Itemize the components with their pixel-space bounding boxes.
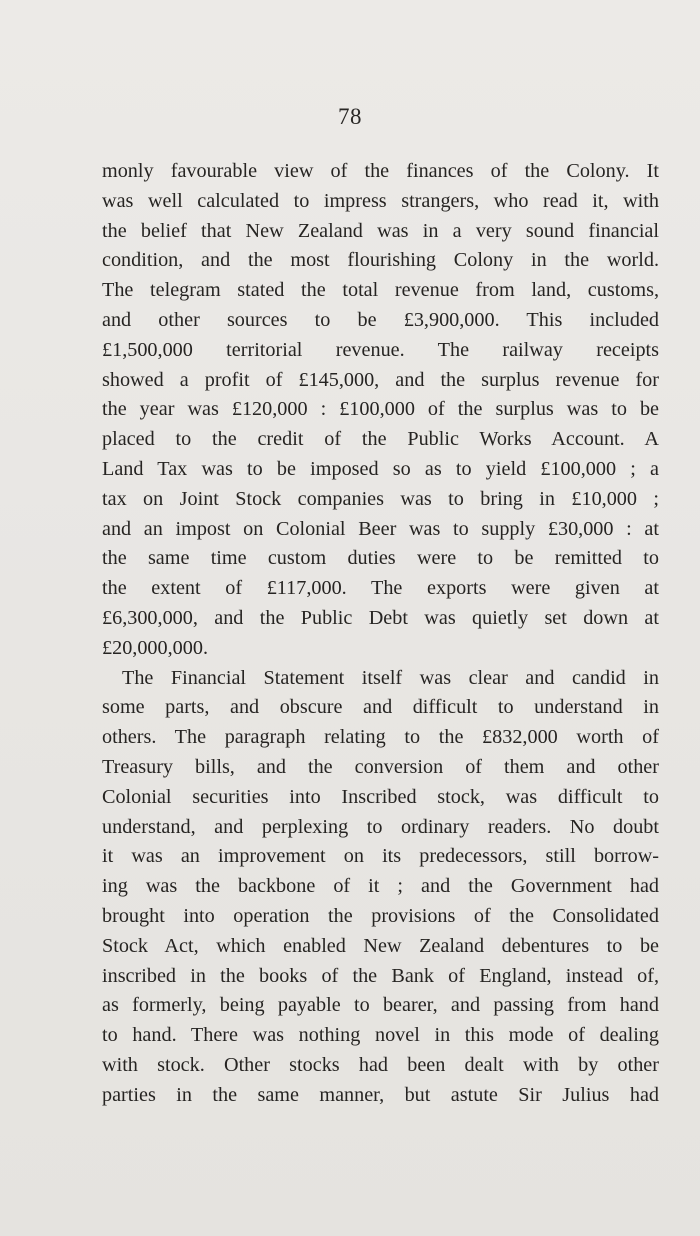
text-line: £6,300,000, and the Public Debt was quietly set down at	[102, 606, 659, 629]
page-number: 78	[338, 104, 362, 129]
text-line: Stock Act, which enabled New Zealand debentures to be	[102, 934, 659, 957]
text-line: brought into operation the provisions of the Consolidated	[102, 904, 659, 927]
text-line: inscribed in the books of the Bank of England, instead of,	[102, 964, 659, 987]
text-line: parties in the same manner, but astute Sir Julius had	[102, 1083, 659, 1106]
text-line: understand, and perplexing to ordinary readers. No doubt	[102, 815, 659, 838]
text-line: with stock. Other stocks had been dealt with by other	[102, 1053, 659, 1076]
text-line: The telegram stated the total revenue from land, customs,	[102, 279, 659, 302]
body-text	[102, 157, 659, 1111]
text-line: to hand. There was nothing novel in this mode of dealing	[102, 1024, 659, 1047]
text-line: the extent of £117,000. The exports were given at	[102, 577, 659, 600]
text-line: Land Tax was to be imposed so as to yield £100,000 ; a	[102, 457, 659, 480]
text-line: ing was the backbone of it ; and the Government had	[102, 875, 659, 898]
text-line: placed to the credit of the Public Works Account. A	[102, 428, 659, 451]
text-line: Colonial securities into Inscribed stock, was difficult to	[102, 785, 659, 808]
text-line: Treasury bills, and the conversion of them and other	[102, 755, 659, 778]
text-line: was well calculated to impress strangers, who read it, with	[102, 189, 659, 212]
paragraph-end-line: £20,000,000.	[102, 636, 208, 659]
text-line: and other sources to be £3,900,000. This included	[102, 308, 659, 331]
paragraph-start-line: The Financial Statement itself was clear and candid in	[122, 666, 659, 689]
text-line: some parts, and obscure and difficult to understand in	[102, 696, 659, 719]
text-line: tax on Joint Stock companies was to bring in £10,000 ;	[102, 487, 659, 510]
text-line: showed a profit of £145,000, and the surplus revenue for	[102, 368, 659, 391]
text-line: it was an improvement on its predecessors, still borrow-	[102, 845, 659, 868]
text-line: as formerly, being payable to bearer, and passing from hand	[102, 994, 659, 1017]
text-line: others. The paragraph relating to the £832,000 worth of	[102, 726, 659, 749]
text-line: condition, and the most flourishing Colony in the world.	[102, 249, 659, 272]
text-line: monly favourable view of the finances of the Colony. It	[102, 160, 659, 182]
text-line: the same time custom duties were to be remitted to	[102, 547, 659, 570]
text-line: the year was £120,000 : £100,000 of the surplus was to be	[102, 398, 659, 421]
text-line: the belief that New Zealand was in a very sound financial	[102, 219, 659, 242]
text-line: and an impost on Colonial Beer was to supply £30,000 : at	[102, 517, 659, 540]
text-line: £1,500,000 territorial revenue. The railway receipts	[102, 338, 659, 361]
